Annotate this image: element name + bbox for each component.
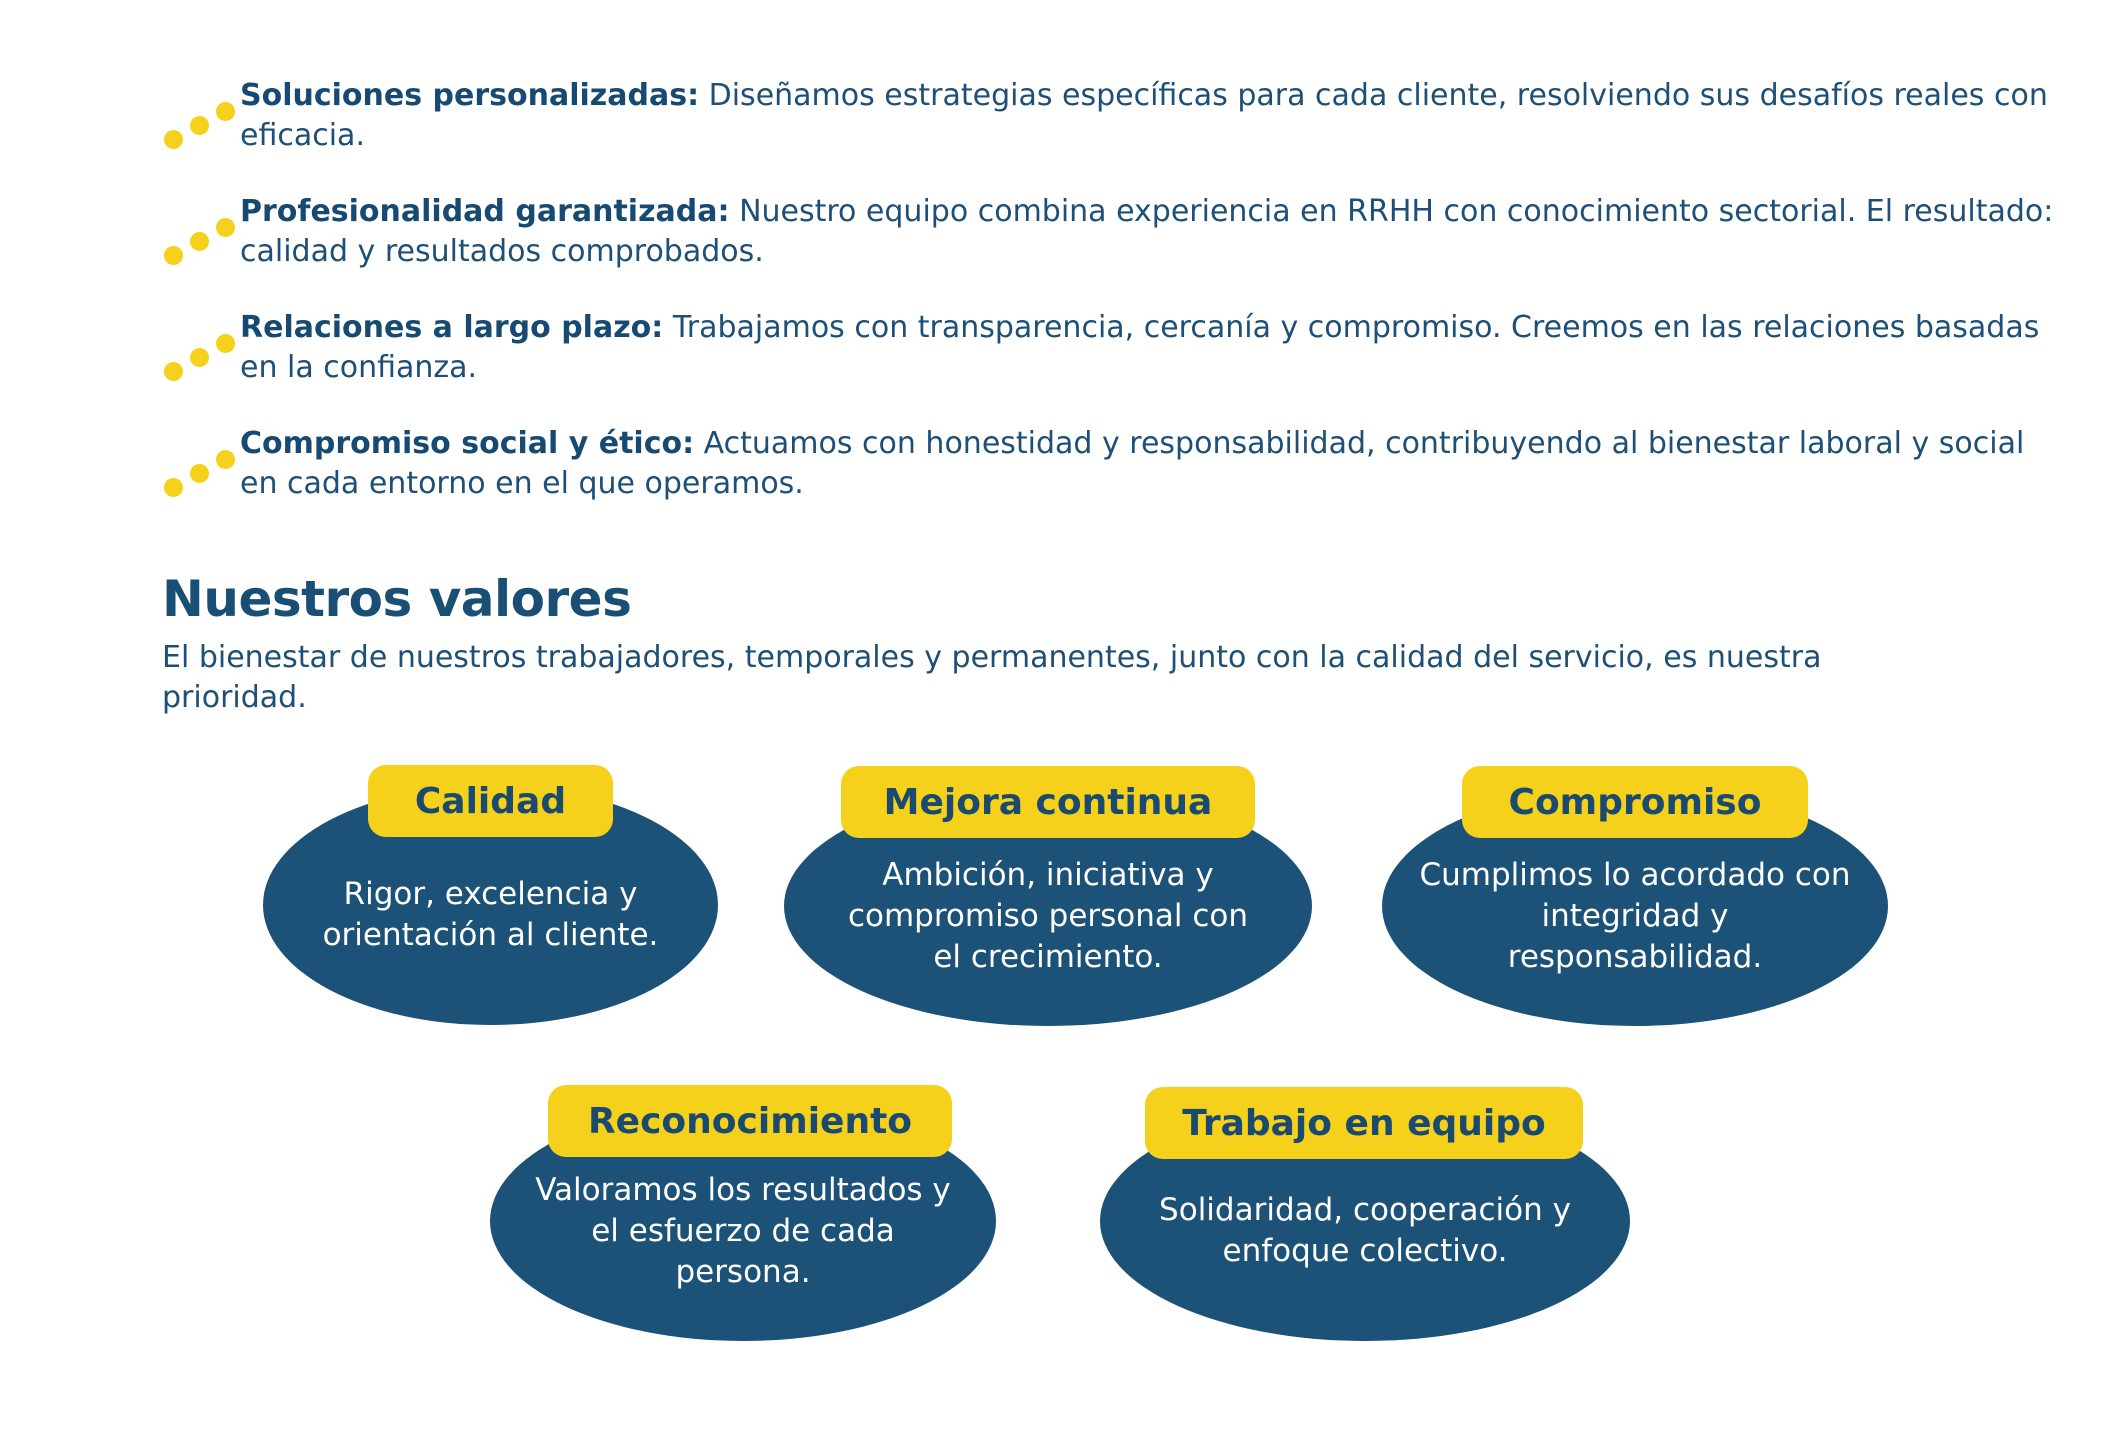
dots-bullet-icon (160, 204, 232, 264)
value-label: Compromiso (1462, 766, 1808, 838)
feature-text (240, 424, 2060, 504)
value-description: Valoramos los resultados y el esfuerzo de cada persona. (535, 1171, 951, 1290)
value-card-reconocimiento (490, 1085, 996, 1341)
dots-bullet-icon (160, 436, 232, 496)
feature-item (160, 308, 2060, 424)
dots-bullet-icon (160, 88, 232, 148)
value-description: Solidaridad, cooperación y enfoque colectivo. (1159, 1192, 1571, 1269)
value-card-mejora-continua (784, 766, 1312, 1026)
values-title: Nuestros valores (162, 570, 632, 628)
feature-description: Trabajamos con transparencia, cercanía y compromiso. Creemos en las relaciones basadas en la confianza. (240, 310, 2040, 385)
feature-text (240, 308, 2060, 388)
feature-description: Diseñamos estrategias específicas para cada cliente, resolviendo sus desafíos reales con eficacia. (240, 78, 2048, 153)
feature-term: Profesionalidad garantizada: (240, 194, 730, 229)
feature-item (160, 192, 2060, 308)
value-card-calidad (263, 765, 718, 1025)
value-card-compromiso (1382, 766, 1888, 1026)
value-description: Cumplimos lo acordado con integridad y responsabilidad. (1419, 856, 1851, 975)
dots-bullet-icon (160, 320, 232, 380)
feature-description: Nuestro equipo combina experiencia en RRHH con conocimiento sectorial. El resultado: calidad y resultados comprobados. (240, 194, 2054, 269)
value-label: Reconocimiento (548, 1085, 952, 1157)
feature-term: Soluciones personalizadas: (240, 78, 700, 113)
feature-term: Compromiso social y ético: (240, 426, 695, 461)
feature-item (160, 76, 2060, 192)
value-label: Mejora continua (841, 766, 1255, 838)
values-intro: El bienestar de nuestros trabajadores, temporales y permanentes, junto con la calidad del servicio, es nuestra prioridad. (162, 640, 1822, 715)
value-description: Rigor, excelencia y orientación al cliente. (322, 876, 659, 953)
feature-term: Relaciones a largo plazo: (240, 310, 664, 345)
value-label: Trabajo en equipo (1145, 1087, 1583, 1159)
value-description: Ambición, iniciativa y compromiso personal con el crecimiento. (847, 856, 1249, 975)
feature-text (240, 76, 2060, 156)
value-label: Calidad (368, 765, 613, 837)
feature-text (240, 192, 2060, 272)
feature-description: Actuamos con honestidad y responsabilidad, contribuyendo al bienestar laboral y social en cada entorno en el que operamos. (240, 426, 2025, 501)
value-card-trabajo-en-equipo (1100, 1087, 1630, 1341)
features-list (160, 76, 2060, 540)
feature-item (160, 424, 2060, 540)
